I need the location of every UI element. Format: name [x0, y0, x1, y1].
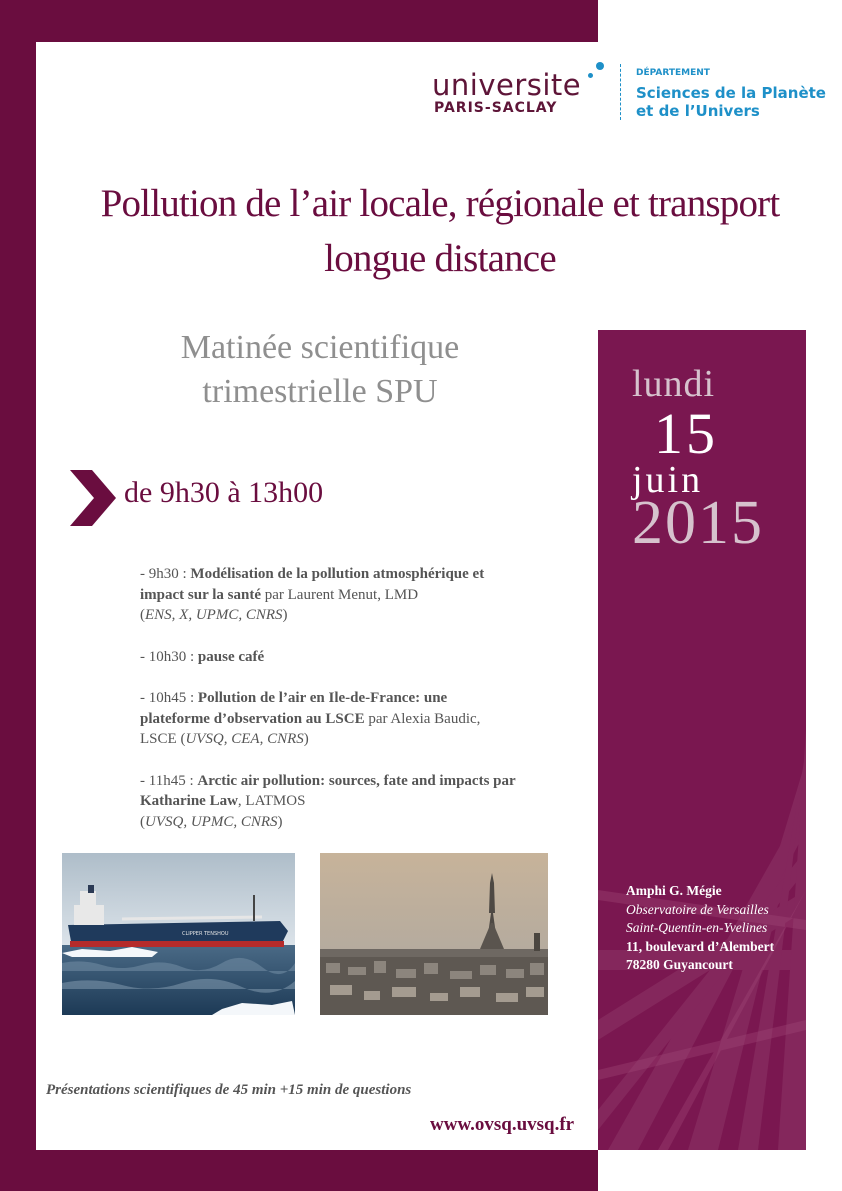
- date-day: 15: [654, 401, 718, 466]
- venue-address: [626, 882, 806, 975]
- date-year: 2015: [632, 489, 764, 557]
- logo-separator: [620, 64, 621, 120]
- logo-department-line1: Sciences de la Planète: [636, 84, 826, 102]
- ship-photo: [62, 853, 295, 1015]
- logo-department-line2: et de l’Univers: [636, 102, 760, 120]
- venue-place2: Saint-Quentin-en-Yvelines: [626, 920, 768, 935]
- logo-dot-small-icon: [588, 73, 593, 78]
- date-panel: [598, 330, 806, 1150]
- subtitle-line2: trimestrielle SPU: [202, 373, 438, 410]
- date-weekday: lundi: [632, 363, 716, 405]
- program-item: - 11h45 : Arctic air pollution: sources, fate and impacts par Katharine Law, LATMOS (UVSQ, UPMC, CNRS): [140, 772, 516, 830]
- venue-street: 11, boulevard d’Alembert: [626, 938, 775, 954]
- program-item: - 10h45 : Pollution de l’air en Ile-de-France: une plateforme d’observation au LSCE par Alexia Baudic, LSCE (UVSQ, CEA, CNRS): [140, 690, 481, 747]
- venue-place1: Observatoire de Versailles: [626, 901, 769, 917]
- logo-campus: PARIS-SACLAY: [434, 100, 558, 116]
- venue-city: 78280 Guyancourt: [626, 957, 733, 972]
- date-month: juin: [632, 459, 704, 501]
- logo-department-name: [636, 84, 836, 120]
- university-logo: [432, 62, 832, 132]
- chevron-right-icon: [70, 470, 116, 526]
- logo-dot-icon: [596, 62, 604, 70]
- ship-name-text: CLIPPER TENSHOU: [182, 931, 229, 937]
- poster-subtitle: [140, 326, 500, 414]
- footer-note: Présentations scientifiques de 45 min +15 min de questions: [46, 1082, 412, 1098]
- venue-room: Amphi G. Mégie: [626, 883, 722, 898]
- website-link[interactable]: www.ovsq.uvsq.fr: [430, 1114, 575, 1135]
- subtitle-line1: Matinée scientifique: [180, 329, 460, 366]
- logo-department-label: DÉPARTEMENT: [636, 68, 710, 78]
- program-item: - 9h30 : Modélisation de la pollution atmosphérique et impact sur la santé par Laurent Menut, LMD (ENS, X, UPMC, CNRS): [140, 566, 485, 623]
- program-list: [140, 564, 520, 853]
- title-line2: longue distance: [324, 237, 556, 280]
- time-range: de 9h30 à 13h00: [124, 476, 324, 509]
- poster-title: [60, 176, 820, 286]
- program-item: - 10h30 : pause café: [140, 648, 265, 665]
- title-line1: Pollution de l’air locale, régionale et transport: [100, 182, 780, 225]
- paris-photo: [320, 853, 548, 1015]
- logo-university: universite: [432, 68, 582, 102]
